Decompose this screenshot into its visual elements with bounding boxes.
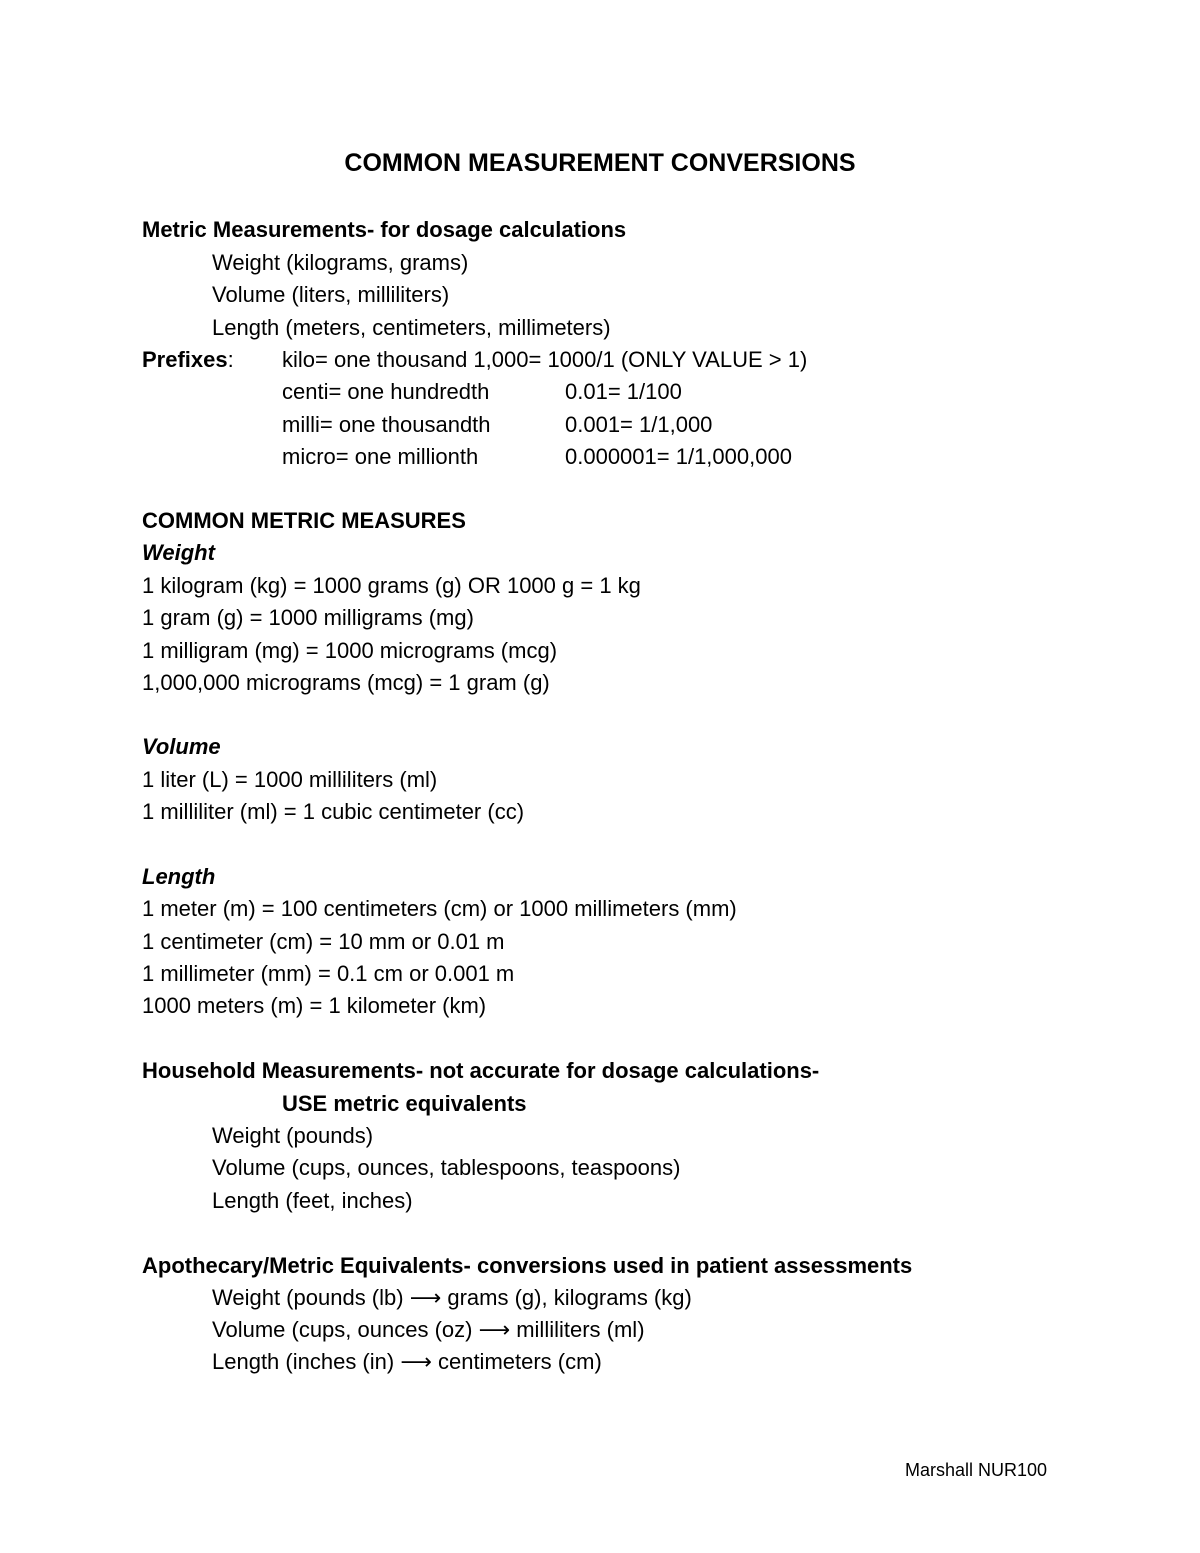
prefix-row-milli	[282, 410, 882, 440]
prefix-row-centi	[282, 377, 882, 407]
apothecary-heading: Apothecary/Metric Equivalents- conversions used in patient assessments	[142, 1253, 913, 1278]
length-label: Length	[142, 864, 216, 889]
metric-item-weight: Weight (kilograms, grams)	[212, 250, 469, 275]
weight-line: 1 milligram (mg) = 1000 micrograms (mcg)	[142, 638, 558, 663]
length-line: 1 millimeter (mm) = 0.1 cm or 0.001 m	[142, 961, 515, 986]
prefix-value: 0.01= 1/100	[565, 379, 682, 404]
household-item-length: Length (feet, inches)	[212, 1188, 413, 1213]
prefix-row-micro	[282, 442, 882, 472]
weight-line: 1,000,000 micrograms (mcg) = 1 gram (g)	[142, 670, 550, 695]
weight-label: Weight	[142, 540, 215, 565]
volume-line: 1 milliliter (ml) = 1 cubic centimeter (cc)	[142, 799, 525, 824]
metric-heading: Metric Measurements- for dosage calculations	[142, 217, 627, 242]
document-title: COMMON MEASUREMENT CONVERSIONS	[344, 149, 856, 177]
length-line: 1 centimeter (cm) = 10 mm or 0.01 m	[142, 929, 505, 954]
weight-line: 1 gram (g) = 1000 milligrams (mg)	[142, 605, 474, 630]
prefix-name: milli= one thousandth	[282, 412, 491, 437]
volume-label: Volume	[142, 734, 221, 759]
prefix-value: 0.000001= 1/1,000,000	[565, 444, 792, 469]
volume-line: 1 liter (L) = 1000 milliliters (ml)	[142, 767, 438, 792]
metric-item-volume: Volume (liters, milliliters)	[212, 282, 450, 307]
household-subheading: USE metric equivalents	[282, 1091, 527, 1116]
apothecary-item-length: Length (inches (in) ⟶ centimeters (cm)	[212, 1349, 602, 1374]
prefix-name: centi= one hundredth	[282, 379, 490, 404]
prefix-name: micro= one millionth	[282, 444, 479, 469]
prefixes-label: Prefixes	[142, 347, 228, 372]
prefix-value: 0.001= 1/1,000	[565, 412, 713, 437]
prefix-kilo: kilo= one thousand 1,000= 1000/1 (ONLY VALUE > 1)	[282, 347, 808, 372]
apothecary-item-weight: Weight (pounds (lb) ⟶ grams (g), kilograms (kg)	[212, 1285, 692, 1310]
prefixes-colon: :	[227, 347, 234, 372]
household-item-weight: Weight (pounds)	[212, 1123, 374, 1148]
household-item-volume: Volume (cups, ounces, tablespoons, teaspoons)	[212, 1155, 681, 1180]
page-footer: Marshall NUR100	[905, 1460, 1048, 1480]
household-heading: Household Measurements- not accurate for dosage calculations-	[142, 1058, 820, 1083]
length-line: 1000 meters (m) = 1 kilometer (km)	[142, 993, 487, 1018]
weight-line: 1 kilogram (kg) = 1000 grams (g) OR 1000 g = 1 kg	[142, 573, 641, 598]
prefixes-label-line	[142, 345, 234, 375]
length-line: 1 meter (m) = 100 centimeters (cm) or 1000 millimeters (mm)	[142, 896, 737, 921]
apothecary-item-volume: Volume (cups, ounces (oz) ⟶ milliliters (ml)	[212, 1317, 645, 1342]
common-metric-heading: COMMON METRIC MEASURES	[142, 508, 466, 533]
metric-item-length: Length (meters, centimeters, millimeters)	[212, 315, 611, 340]
